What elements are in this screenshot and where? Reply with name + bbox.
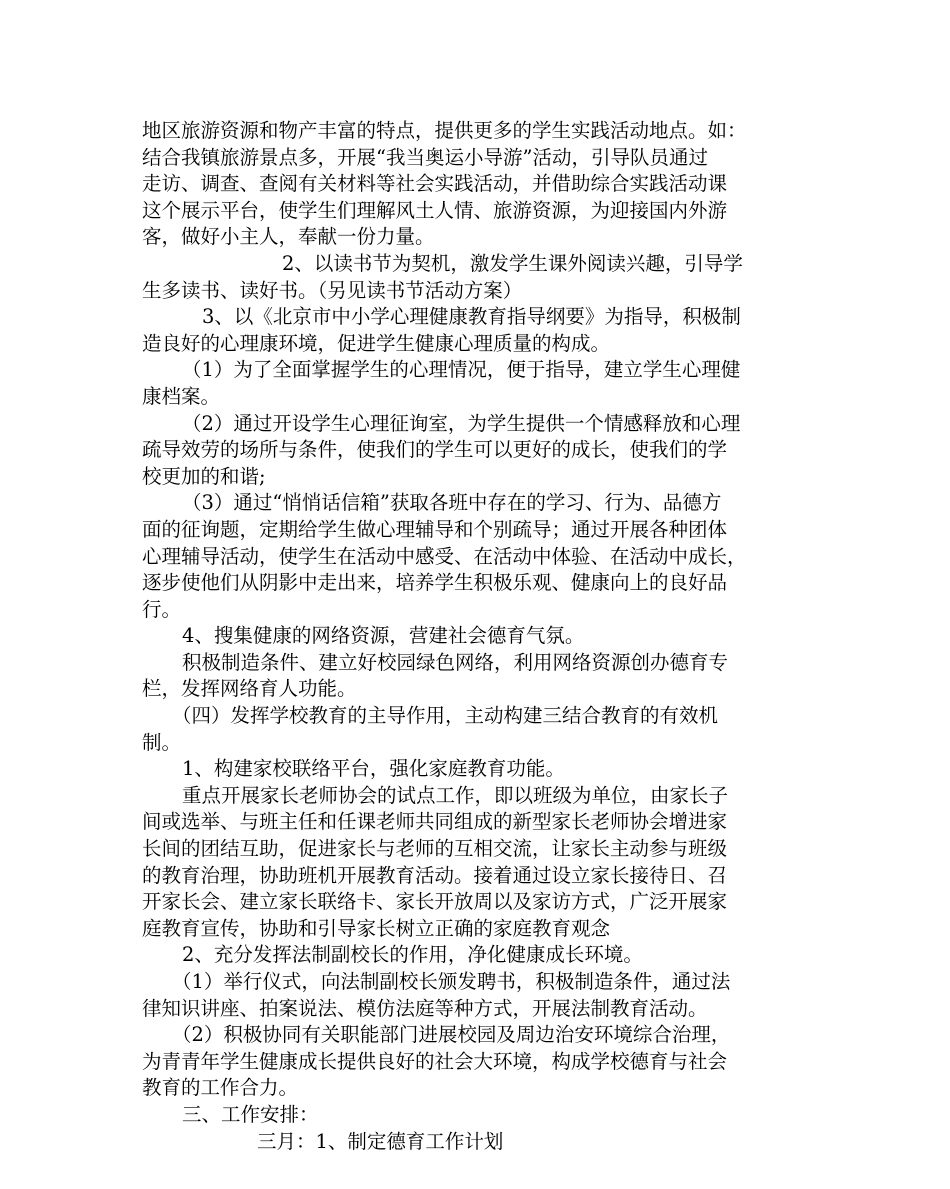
text-line: 律知识讲座、拍案说法、模仿法庭等种方式，开展法制教育活动。 — [142, 996, 708, 1020]
text-line: 造良好的心理康环境，促进学生健康心理质量的构成。 — [142, 331, 611, 355]
text-line: （四）发挥学校教育的主导作用，主动构建三结合教育的有效机 — [172, 704, 719, 728]
text-line: 栏，发挥网络育人功能。 — [142, 677, 357, 701]
text-line: 2、充分发挥法制副校长的作用，净化健康成长环境。 — [182, 943, 643, 967]
text-line: （1）举行仪式，向法制副校长颁发聘书，积极制造条件，通过法 — [172, 970, 731, 993]
text-line: 3、以《北京市中小学心理健康教育指导纲要》为指导，积极制 — [202, 305, 741, 329]
text-line: 行。 — [142, 597, 182, 621]
text-line: 面的征询题，定期给学生做心理辅导和个别疏导；通过开展各种团体 — [142, 517, 728, 541]
text-line: 走访、调查、查阅有关材料等社会实践活动，并借助综合实践活动课 — [142, 172, 728, 196]
text-line: 为青青年学生健康成长提供良好的社会大环境，构成学校德育与社会 — [142, 1049, 728, 1073]
text-line: 的教育治理，协助班机开展教育活动。接着通过设立家长接待日、召 — [142, 863, 728, 887]
text-line: （2）积极协同有关职能部门进展校园及周边治安环境综合治理， — [172, 1023, 731, 1047]
text-line: 心理辅导活动，使学生在活动中感受、在活动中体验、在活动中成长， — [142, 544, 747, 568]
document-body — [142, 118, 822, 1155]
text-line: （2）通过开设学生心理征询室，为学生提供一个情感释放和心理 — [182, 411, 741, 435]
text-line: 制。 — [142, 730, 182, 754]
text-line: 这个展示平台，使学生们理解风土人情、旅游资源，为迎接国内外游 — [142, 198, 728, 222]
text-line: 康档案。 — [142, 384, 221, 408]
text-line: 4、搜集健康的网络资源，营建社会德育气氛。 — [182, 624, 585, 648]
text-line: 教育的工作合力。 — [142, 1076, 299, 1100]
text-line: 疏导效劳的场所与条件，使我们的学生可以更好的成长，使我们的学 — [142, 438, 728, 462]
text-line: 开家长会、建立家长联络卡、家长开放周以及家访方式，广泛开展家 — [142, 890, 728, 914]
section-heading: 三、工作安排： — [182, 1102, 319, 1126]
text-line: 1、构建家校联络平台，强化家庭教育功能。 — [182, 757, 565, 781]
text-line: 庭教育宣传，协助和引导家长树立正确的家庭教育观念 — [142, 916, 611, 940]
text-line: 三月：1、制定德育工作计划 — [257, 1129, 504, 1153]
text-line: 积极制造条件、建立好校园绿色网络，利用网络资源创办德育专 — [182, 650, 729, 674]
text-line: （1）为了全面掌握学生的心理情况，便于指导，建立学生心理健 — [182, 358, 741, 382]
text-line: 长间的团结互助，促进家长与老师的互相交流，让家长主动参与班级 — [142, 837, 728, 861]
text-line: 地区旅游资源和物产丰富的特点，提供更多的学生实践活动地点。如： — [142, 119, 747, 142]
text-line: 2、以读书节为契机，激发学生课外阅读兴趣，引导学 — [282, 251, 743, 275]
text-line: 逐步使他们从阴影中走出来，培养学生积极乐观、健康向上的良好品 — [142, 571, 728, 595]
text-line: 校更加的和谐; — [142, 464, 266, 488]
text-line: 间或选举、与班主任和任课老师共同组成的新型家长老师协会增进家 — [142, 810, 728, 834]
text-line: （3）通过“悄悄话信箱”获取各班中存在的学习、行为、品德方 — [182, 491, 722, 515]
text-line: 客，做好小主人，奉献一份力量。 — [142, 225, 435, 249]
text-line: 重点开展家长老师协会的试点工作，即以班级为单位，由家长子 — [182, 783, 729, 807]
text-line: 生多读书、读好书。（另见读书节活动方案） — [142, 278, 523, 302]
text-line: 结合我镇旅游景点多，开展“我当奥运小导游”活动，引导队员通过 — [142, 145, 708, 169]
